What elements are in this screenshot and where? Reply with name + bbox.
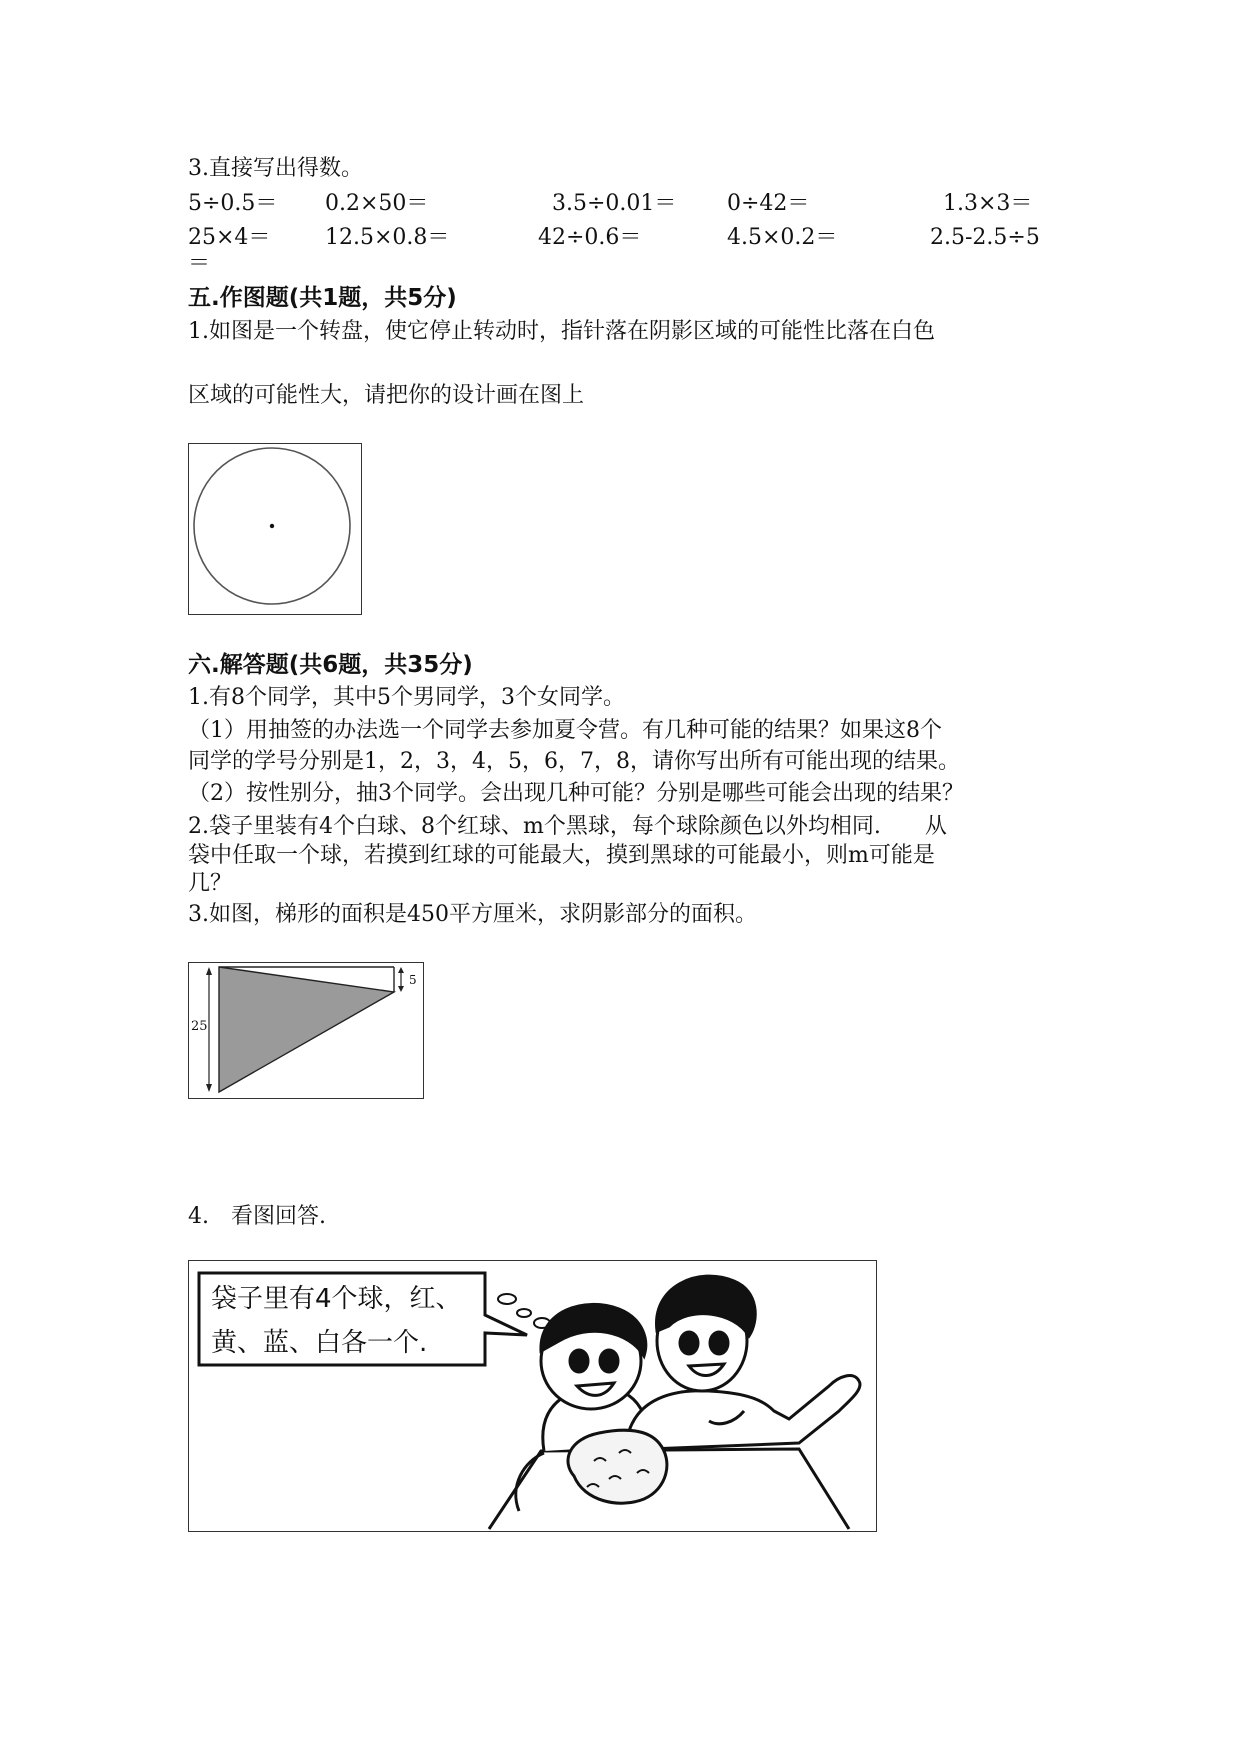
height-label: 25 [191,1019,208,1034]
spinner-center-dot [270,524,274,528]
s6-q1: 1.有8个同学，其中5个男同学，3个女同学。 [188,685,625,710]
q3-direct-answer-title: 3.直接写出得数。 [188,156,363,181]
trapezoid-figure [188,962,424,1099]
height-arrow-head-top [206,967,212,975]
calc-item: 3.5÷0.01＝ [552,191,677,216]
spinner-figure [188,443,362,615]
calc-item: 5÷0.5＝ [188,191,278,216]
kids-cartoon-figure [188,1260,877,1532]
ball-bag [568,1430,667,1503]
section-6-heading: 六.解答题(共6题，共35分) [188,652,473,678]
bubble-line-2: 黄、蓝、白各一个. [211,1328,428,1358]
table-outline [489,1449,849,1529]
shaded-triangle [219,967,394,1092]
calc-item: 0÷42＝ [727,191,810,216]
calc-item: 0.2×50＝ [325,191,429,216]
section-5-heading: 五.作图题(共1题，共5分) [188,285,457,311]
height-arrow-head-bottom [206,1084,212,1092]
s6-q4: 4. 看图回答. [188,1204,326,1229]
calc-item-wrap: ＝ [188,251,211,276]
s6-q1-1-line1: （1）用抽签的办法选一个同学去参加夏令营。有几种可能的结果？如果这8个 [188,718,942,743]
s6-q2-line2: 袋中任取一个球，若摸到红球的可能最大，摸到黑球的可能最小，则m可能是 [188,843,935,868]
calc-item: 12.5×0.8＝ [325,225,450,250]
boy-right [629,1276,860,1449]
s6-q1-1-line2: 同学的学号分别是1，2，3，4，5，6，7，8，请你写出所有可能出现的结果。 [188,749,960,774]
calc-item: 4.5×0.2＝ [727,225,838,250]
calc-item: 25×4＝ [188,225,271,250]
short-arrow-head-top [398,967,404,973]
s6-q3: 3.如图，梯形的面积是450平方厘米，求阴影部分的面积。 [188,902,757,927]
s5-q1-line1: 1.如图是一个转盘，使它停止转动时，指针落在阴影区域的可能性比落在白色 [188,319,935,344]
s6-q2-line1: 2.袋子里装有4个白球、8个红球、m个黑球，每个球除颜色以外均相同. 从 [188,814,947,839]
short-label: 5 [409,973,417,987]
s6-q1-2: （2）按性别分，抽3个同学。会出现几种可能？分别是哪些可能会出现的结果？ [188,781,964,806]
calc-item: 2.5-2.5÷5 [930,225,1040,250]
calc-item: 1.3×3＝ [943,191,1033,216]
short-arrow-head-bottom [398,986,404,992]
s6-q2-line3: 几？ [188,871,233,896]
calc-item: 42÷0.6＝ [538,225,642,250]
s5-q1-line2: 区域的可能性大，请把你的设计画在图上 [188,383,585,408]
bubble-line-1: 袋子里有4个球，红、 [211,1284,462,1314]
